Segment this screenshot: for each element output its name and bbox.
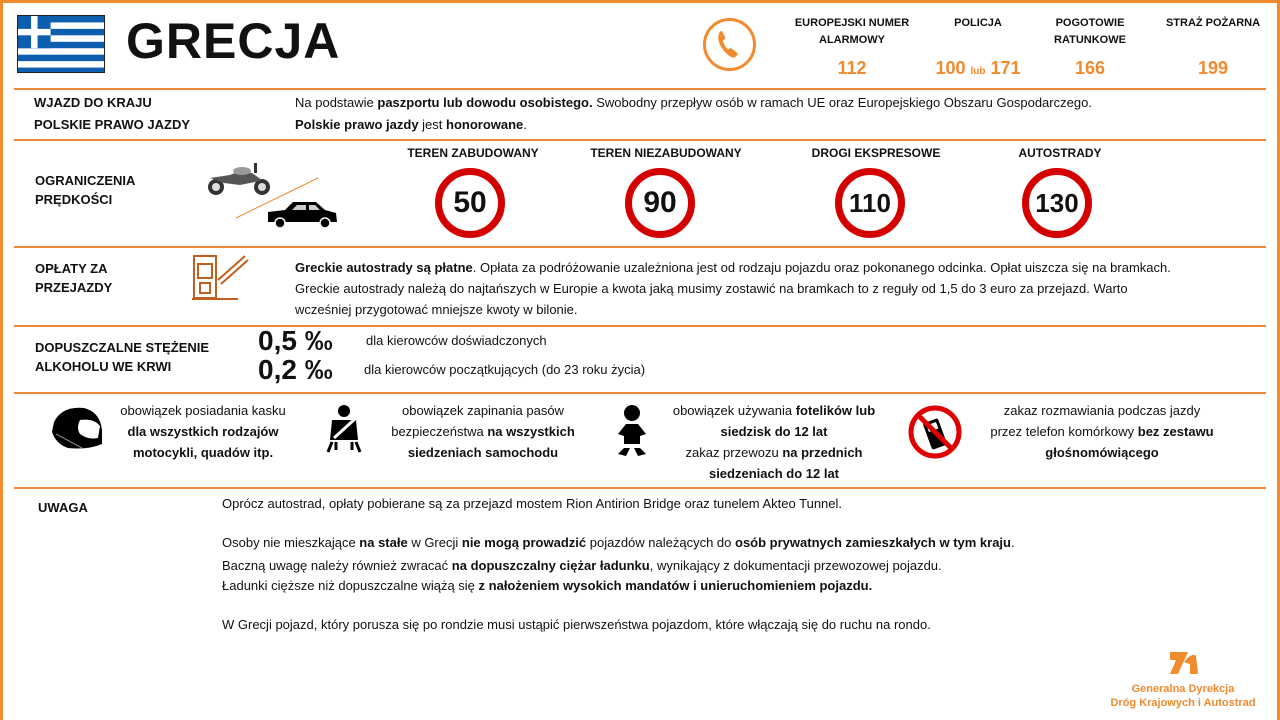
gddkia-logo-text: Generalna Dyrekcja Dróg Krajowych i Autostrad xyxy=(1110,683,1256,709)
emergency-police-number: 100 lub 171 xyxy=(935,58,1021,78)
car-icon xyxy=(268,202,337,228)
rule-child-seat: obowiązek używania fotelików lub siedzisk do 12 lat zakaz przewozu na przednich siedzeniach do 12 lat xyxy=(672,403,876,481)
alcohol-label: DOPUSZCZALNE STĘŻENIE ALKOHOLU WE KRWI xyxy=(35,340,210,374)
speed-label-urban: TEREN ZABUDOWANY xyxy=(407,146,539,160)
divider xyxy=(14,487,1266,489)
emergency-ambulance-number: 166 xyxy=(1074,58,1106,78)
speed-sign-rural: 90 xyxy=(625,168,695,238)
speed-sign-motorway: 130 xyxy=(1022,168,1092,238)
greece-flag-icon xyxy=(17,15,105,73)
entry-label: WJAZD DO KRAJU POLSKIE PRAWO JAZDY xyxy=(34,95,191,132)
speed-sign-urban: 50 xyxy=(435,168,505,238)
motorcycle-icon xyxy=(208,163,270,195)
rule-seatbelt: obowiązek zapinania pasów bezpieczeństwa na wszystkich siedzeniach samochodu xyxy=(391,403,575,460)
notes-p2: Osoby nie mieszkające na stałe w Grecji nie mogą prowadzić pojazdów należących do osób prywatnych zamieszkałych w tym kraju. xyxy=(222,535,1015,550)
notes-p5: W Grecji pojazd, który porusza się po rondzie musi ustąpić pierwszeństwa pojazdom, które włączają się do ruchu na rondo. xyxy=(222,617,931,632)
emergency-police-label: POLICJA xyxy=(954,17,1002,29)
notes-p4: Ładunki cięższe niż dopuszczalne wiążą się z nałożeniem wysokich mandatów i unieruchomieniem pojazdu. xyxy=(222,578,873,593)
emergency-eu-label: EUROPEJSKI NUMER ALARMOWY xyxy=(794,17,910,46)
emergency-fire-number: 199 xyxy=(1197,58,1229,78)
emergency-ambulance-label: POGOTOWIE RATUNKOWE xyxy=(1054,17,1126,46)
seatbelt-icon xyxy=(322,404,366,454)
divider xyxy=(14,139,1266,141)
alcohol-desc-novice: dla kierowców początkujących (do 23 roku życia) xyxy=(364,362,646,377)
toll-gate-icon xyxy=(190,252,250,302)
tolls-label: OPŁATY ZA PRZEJAZDY xyxy=(35,261,113,295)
child-seat-icon xyxy=(612,404,652,460)
notes-label: UWAGA xyxy=(38,500,88,515)
divider xyxy=(14,88,1266,90)
divider xyxy=(14,325,1266,327)
no-phone-icon xyxy=(907,404,963,460)
speed-label-rural: TEREN NIEZABUDOWANY xyxy=(590,146,742,160)
entry-text: Na podstawie paszportu lub dowodu osobistego. Swobodny przepływ osób w ramach UE oraz Europejskiego Obszaru Gospodarczego. Polskie prawo jazdy jest honorowane. xyxy=(295,95,1092,132)
divider xyxy=(14,392,1266,394)
speed-sign-expressway: 110 xyxy=(835,168,905,238)
gddkia-logo-icon xyxy=(1166,648,1200,676)
helmet-icon xyxy=(48,404,104,452)
notes-p1: Oprócz autostrad, opłaty pobierane są za przejazd mostem Rion Antirion Bridge oraz tunelem Akteo Tunnel. xyxy=(222,496,843,511)
rule-phone: zakaz rozmawiania podczas jazdy przez telefon komórkowy bez zestawu głośnomówiącego xyxy=(990,403,1214,460)
emergency-eu-number: 112 xyxy=(837,58,867,78)
speed-label-motorway: AUTOSTRADY xyxy=(1018,146,1102,160)
rule-helmet: obowiązek posiadania kasku dla wszystkich rodzajów motocykli, quadów itp. xyxy=(120,403,286,460)
tolls-text: Greckie autostrady są płatne. Opłata za podróżowanie uzależniona jest od rodzaju pojazdu oraz pokonanego odcinka. Opłat uiszcza się na bramkach. Greckie autostrady należą do najtańszych w Europie a kwota jaką musimy zostawić na bramkach to z reguły od 1,5 do 3 euro za przejazd. Warto wcześniej przygotować mniejsze kwoty w bilonie. xyxy=(295,260,1171,317)
vehicles-illustration xyxy=(200,150,345,235)
alcohol-limit-experienced: 0,5 ‰ xyxy=(258,325,333,356)
alcohol-desc-experienced: dla kierowców doświadczonych xyxy=(366,333,547,348)
speed-label-expressway: DROGI EKSPRESOWE xyxy=(811,146,941,160)
divider xyxy=(14,246,1266,248)
speed-label: OGRANICZENIA PRĘDKOŚCI xyxy=(35,173,136,207)
notes-p3: Baczną uwagę należy również zwracać na dopuszczalny ciężar ładunku, wynikający z dokumentacji przewozowej pojazdu. xyxy=(222,558,942,573)
phone-icon xyxy=(703,18,756,71)
page-title: GRECJA xyxy=(126,13,341,69)
alcohol-limit-novice: 0,2 ‰ xyxy=(258,354,333,385)
emergency-fire-label: STRAŻ POŻARNA xyxy=(1165,17,1261,29)
